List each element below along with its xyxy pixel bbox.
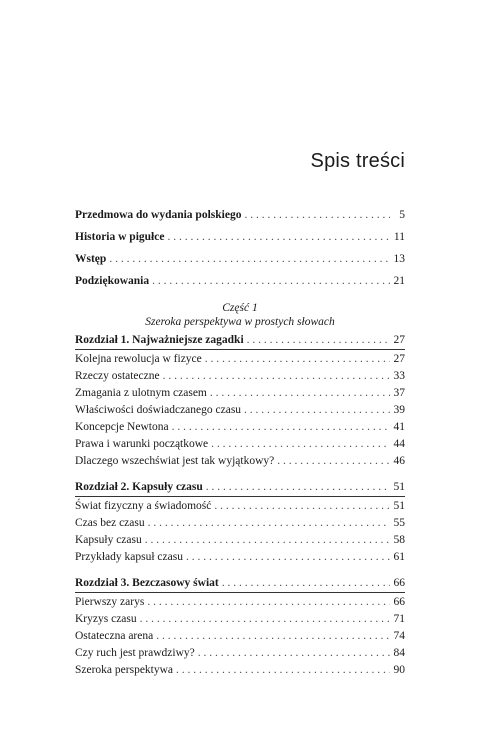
page-title: Spis treści bbox=[310, 150, 405, 172]
toc-entry-label: Historia w pigułce bbox=[75, 231, 165, 243]
toc-entry-page: 5 bbox=[399, 209, 405, 221]
section-label: Właściwości doświadczanego czasu bbox=[75, 404, 242, 416]
section-page: 41 bbox=[393, 421, 405, 433]
chapter-label: Rozdział 3. Bezczasowy świat bbox=[75, 577, 219, 589]
leader-dots bbox=[244, 402, 390, 418]
toc-entry-page: 11 bbox=[393, 231, 405, 243]
chapter-entry bbox=[75, 479, 405, 495]
leader-dots bbox=[247, 332, 390, 348]
section-entry bbox=[75, 662, 405, 678]
section-label: Świat fizyczny a świadomość bbox=[75, 500, 212, 512]
leader-dots bbox=[145, 532, 390, 548]
toc-entry bbox=[75, 273, 405, 289]
toc-entry bbox=[75, 251, 405, 267]
leader-dots bbox=[206, 479, 390, 495]
section-entry bbox=[75, 368, 405, 384]
section-label: Czas bez czasu bbox=[75, 517, 145, 529]
section-entry bbox=[75, 385, 405, 401]
section-label: Ostateczna arena bbox=[75, 630, 154, 642]
section-page: 90 bbox=[393, 664, 405, 676]
part-subtitle: Szeroka perspektywa w prostych słowach bbox=[145, 316, 335, 328]
toc-entry-page: 21 bbox=[393, 275, 405, 287]
section-entry bbox=[75, 549, 405, 565]
section-label: Rzeczy ostateczne bbox=[75, 370, 160, 382]
leader-dots bbox=[222, 575, 390, 591]
section-page: 61 bbox=[393, 551, 405, 563]
chapter-page: 51 bbox=[393, 481, 405, 493]
leader-dots bbox=[244, 207, 390, 223]
toc-entry-label: Przedmowa do wydania polskiego bbox=[75, 209, 242, 221]
section-entry bbox=[75, 402, 405, 418]
chapter-label: Rozdział 1. Najważniejsze zagadki bbox=[75, 334, 244, 346]
leader-dots bbox=[109, 251, 390, 267]
chapter-divider bbox=[75, 496, 405, 497]
leader-dots bbox=[156, 628, 390, 644]
section-page: 51 bbox=[393, 500, 405, 512]
chapter-divider bbox=[75, 592, 405, 593]
leader-dots bbox=[205, 351, 390, 367]
section-label: Prawa i warunki początkowe bbox=[75, 438, 209, 450]
section-page: 58 bbox=[393, 534, 405, 546]
section-entry bbox=[75, 515, 405, 531]
leader-dots bbox=[211, 436, 390, 452]
section-page: 71 bbox=[393, 613, 405, 625]
chapter-label: Rozdział 2. Kapsuły czasu bbox=[75, 481, 203, 493]
leader-dots bbox=[148, 515, 390, 531]
section-page: 27 bbox=[393, 353, 405, 365]
toc-entry bbox=[75, 207, 405, 223]
chapter-entry bbox=[75, 332, 405, 348]
leader-dots bbox=[167, 229, 390, 245]
chapter-page: 66 bbox=[393, 577, 405, 589]
leader-dots bbox=[147, 594, 390, 610]
chapter-page: 27 bbox=[393, 334, 405, 346]
section-label: Dlaczego wszechświat jest tak wyjątkowy? bbox=[75, 455, 275, 467]
section-page: 39 bbox=[393, 404, 405, 416]
toc-entry-label: Wstęp bbox=[75, 253, 107, 265]
leader-dots bbox=[186, 549, 390, 565]
leader-dots bbox=[140, 611, 390, 627]
section-entry bbox=[75, 532, 405, 548]
section-entry bbox=[75, 351, 405, 367]
section-label: Koncepcje Newtona bbox=[75, 421, 169, 433]
leader-dots bbox=[214, 498, 390, 514]
toc-entry-page: 13 bbox=[393, 253, 405, 265]
leader-dots bbox=[172, 419, 390, 435]
section-label: Szeroka perspektywa bbox=[75, 664, 174, 676]
leader-dots bbox=[277, 453, 390, 469]
chapter-entry bbox=[75, 575, 405, 591]
section-entry bbox=[75, 436, 405, 452]
leader-dots bbox=[152, 273, 390, 289]
section-page: 66 bbox=[393, 596, 405, 608]
section-label: Przykłady kapsuł czasu bbox=[75, 551, 183, 563]
leader-dots bbox=[210, 385, 390, 401]
section-entry bbox=[75, 594, 405, 610]
leader-dots bbox=[198, 645, 390, 661]
section-entry bbox=[75, 498, 405, 514]
section-page: 44 bbox=[393, 438, 405, 450]
leader-dots bbox=[176, 662, 390, 678]
section-label: Zmagania z ulotnym czasem bbox=[75, 387, 207, 399]
section-label: Kapsuły czasu bbox=[75, 534, 142, 546]
toc-entry bbox=[75, 229, 405, 245]
section-label: Kolejna rewolucja w fizyce bbox=[75, 353, 202, 365]
leader-dots bbox=[163, 368, 390, 384]
section-page: 33 bbox=[393, 370, 405, 382]
section-label: Pierwszy zarys bbox=[75, 596, 145, 608]
section-entry bbox=[75, 611, 405, 627]
section-label: Czy ruch jest prawdziwy? bbox=[75, 647, 195, 659]
chapter-divider bbox=[75, 349, 405, 350]
section-page: 37 bbox=[393, 387, 405, 399]
toc-entry-label: Podziękowania bbox=[75, 275, 150, 287]
part-number: Część 1 bbox=[222, 302, 258, 314]
section-label: Kryzys czasu bbox=[75, 613, 137, 625]
section-entry bbox=[75, 645, 405, 661]
section-entry bbox=[75, 628, 405, 644]
section-page: 74 bbox=[393, 630, 405, 642]
section-entry bbox=[75, 419, 405, 435]
section-page: 55 bbox=[393, 517, 405, 529]
section-page: 46 bbox=[393, 455, 405, 467]
section-page: 84 bbox=[393, 647, 405, 659]
section-entry bbox=[75, 453, 405, 469]
